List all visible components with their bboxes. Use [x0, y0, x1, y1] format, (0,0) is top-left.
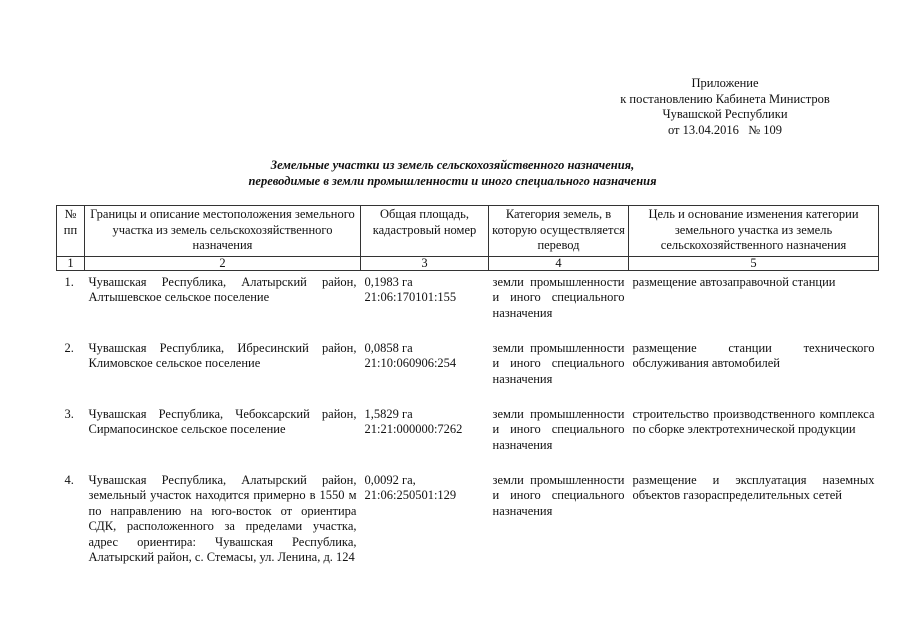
- appendix-decree: к постановлению Кабинета Министров: [620, 91, 830, 106]
- document-title: [0, 157, 905, 189]
- appendix-date-number: от 13.04.2016 № 109: [667, 122, 783, 137]
- table-row: [57, 469, 879, 585]
- header-area: Общая площадь, кадастровый номер: [361, 206, 489, 257]
- table-header-row: [57, 206, 879, 257]
- table-row: [57, 270, 879, 337]
- row-area: 0,1983 га: [364, 274, 413, 289]
- column-number: 1: [57, 256, 85, 270]
- column-number: 4: [489, 256, 629, 270]
- row-number: 1.: [64, 274, 74, 289]
- row-number: 3.: [64, 406, 74, 421]
- row-number: 2.: [64, 340, 74, 355]
- header-purpose: Цель и основание изменения категории земельного участка из земель сельскохозяйственного назначения: [629, 206, 879, 257]
- row-area-cadastral: [361, 270, 489, 337]
- row-area-cadastral: [361, 403, 489, 469]
- document-title-line-2: переводимые в земли промышленности и иного специального назначения: [248, 174, 657, 188]
- row-area-cadastral: [361, 469, 489, 585]
- column-number-row: [57, 256, 879, 270]
- row-cadastral-number: 21:21:000000:7262: [364, 422, 463, 436]
- appendix-label: Приложение: [691, 76, 759, 90]
- row-area: 1,5829 га: [364, 406, 413, 421]
- appendix-republic: Чувашской Республики: [662, 107, 788, 121]
- row-area-cadastral: [361, 337, 489, 403]
- land-plots-table: [56, 205, 879, 585]
- row-purpose: размещение автозаправочной станции: [632, 274, 836, 289]
- appendix-block: [560, 76, 890, 138]
- row-cadastral-number: 21:06:170101:155: [364, 290, 457, 304]
- column-number: 5: [629, 256, 879, 270]
- row-location: Чувашская Республика, Чебоксарский район, Сирмапосинское сельское поселение: [88, 406, 357, 436]
- document-title-line-1: Земельные участки из земель сельскохозяйственного назначения,: [270, 158, 635, 172]
- row-location: Чувашская Республика, Ибресинский район, Климовское сельское поселение: [88, 340, 357, 370]
- row-purpose: строительство производственного комплекса по сборке электротехнической продукции: [632, 406, 875, 436]
- row-cadastral-number: 21:06:250501:129: [364, 488, 457, 502]
- row-category: земли промышленности и иного специального назначения: [492, 274, 625, 320]
- row-purpose: размещение станции технического обслуживания автомобилей: [632, 340, 875, 370]
- row-category: земли промышленности и иного специального назначения: [492, 340, 625, 386]
- row-number: 4.: [64, 472, 74, 487]
- row-location: Чувашская Республика, Алатырский район, земельный участок находится примерно в 1550 м по направлению на юго-восток от ориентира СДК, расположенного за пределами участка, адрес ориентира: Чувашская Республика, Алатырский район, с. Стемасы, ул. Ленина, д. 124: [88, 472, 357, 564]
- table-row: [57, 337, 879, 403]
- column-number: 2: [85, 256, 361, 270]
- header-location: Границы и описание местоположения земельного участка из земель сельскохозяйственного назначения: [85, 206, 361, 257]
- row-purpose: размещение и эксплуатация наземных объектов газораспределительных сетей: [632, 472, 875, 502]
- row-location: Чувашская Республика, Алатырский район, Алтышевское сельское поселение: [88, 274, 357, 304]
- table-row: [57, 403, 879, 469]
- row-category: земли промышленности и иного специального назначения: [492, 406, 625, 452]
- row-cadastral-number: 21:10:060906:254: [364, 356, 457, 370]
- header-category: Категория земель, в которую осуществляется перевод: [489, 206, 629, 257]
- header-number: № пп: [57, 206, 85, 257]
- row-area: 0,0858 га: [364, 340, 413, 355]
- row-area: 0,0092 га,: [364, 472, 416, 487]
- row-category: земли промышленности и иного специального назначения: [492, 472, 625, 518]
- column-number: 3: [361, 256, 489, 270]
